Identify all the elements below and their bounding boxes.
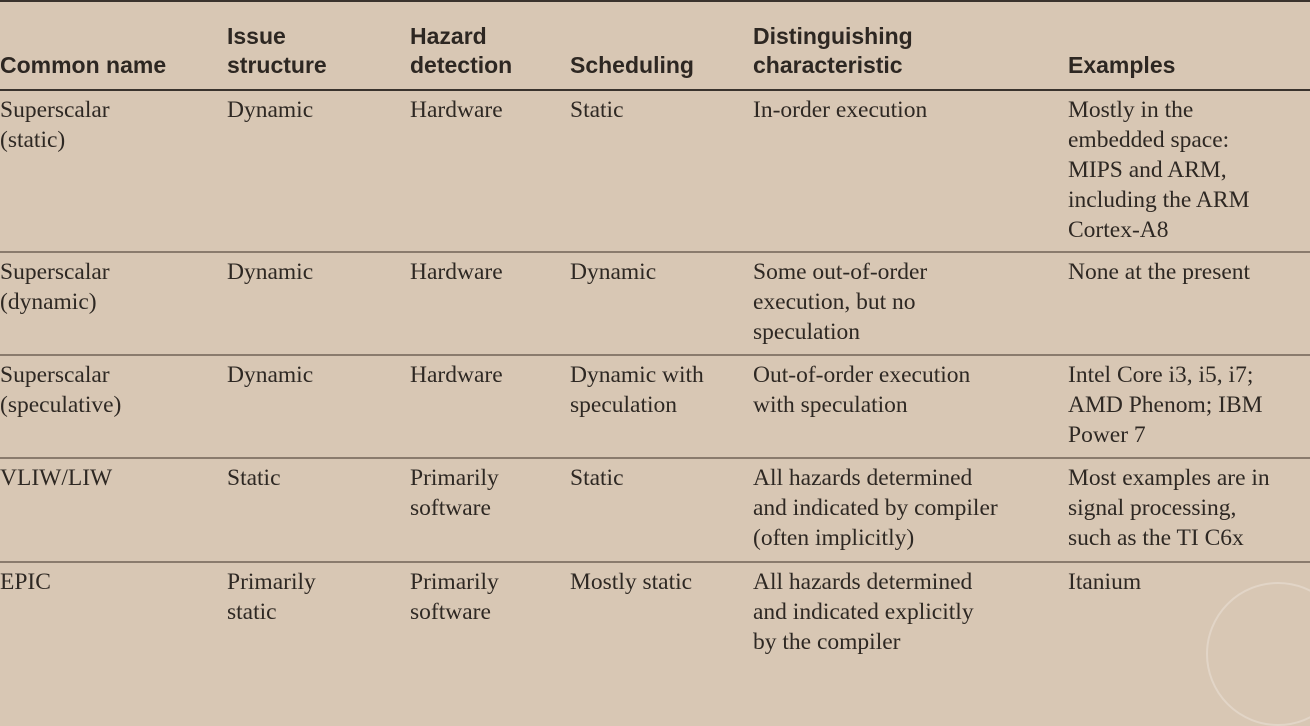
cell-line: Dynamic [227,362,314,388]
cell-line: (dynamic) [0,289,97,315]
common-name-cell [0,90,227,252]
table-row [0,252,1310,355]
cell-line: (speculative) [0,392,122,418]
cell-line: such as the TI C6x [1068,525,1244,551]
cell-line: software [410,495,491,521]
cell-line: Primarily [410,569,499,595]
distinguishing-characteristic-cell [753,355,1068,458]
cell-line: Power 7 [1068,422,1146,448]
distinguishing-characteristic-cell [753,252,1068,355]
cell-line: and indicated explicitly [753,599,974,625]
cell-line: Intel Core i3, i5, i7; [1068,362,1254,388]
cell-line: None at the present [1068,259,1251,285]
table-row [0,562,1310,666]
cell-line: static [227,599,277,625]
issue-structure-cell [227,90,410,252]
header-line: Issue [227,23,286,49]
hazard-detection-cell [410,458,570,562]
cell-line: (static) [0,127,66,153]
cell-line: Superscalar [0,259,110,285]
scheduling-cell [570,562,753,666]
cell-line: speculation [570,392,678,418]
issue-structure-header [227,0,410,90]
cell-line: Hardware [410,97,503,123]
cell-line: Static [227,465,281,491]
table-row [0,90,1310,252]
scheduling-cell [570,252,753,355]
cell-line: Hardware [410,259,503,285]
scheduling-cell [570,355,753,458]
cell-line: EPIC [0,569,51,595]
cell-line: including the ARM [1068,187,1250,213]
hazard-detection-cell [410,252,570,355]
examples-cell [1068,458,1310,562]
common-name-header [0,0,227,90]
cell-line: embedded space: [1068,127,1230,153]
distinguishing-characteristic-header [753,0,1068,90]
cell-line: and indicated by compiler [753,495,998,521]
cell-line: Cortex-A8 [1068,217,1169,243]
distinguishing-characteristic-cell [753,90,1068,252]
cell-line: Itanium [1068,569,1142,595]
cell-line: MIPS and ARM, [1068,157,1227,183]
header-line: Common name [0,52,167,78]
cell-line: Mostly in the [1068,97,1194,123]
table-row [0,355,1310,458]
table-body [0,90,1310,666]
cell-line: signal processing, [1068,495,1237,521]
cell-line: Most examples are in [1068,465,1270,491]
cell-line: All hazards determined [753,569,973,595]
issue-structure-cell [227,562,410,666]
hazard-detection-cell [410,355,570,458]
hazard-detection-cell [410,562,570,666]
examples-header [1068,0,1310,90]
cell-line: VLIW/LIW [0,465,113,491]
header-line: characteristic [753,52,903,78]
cell-line: Mostly static [570,569,693,595]
scheduling-cell [570,458,753,562]
cell-line: AMD Phenom; IBM [1068,392,1263,418]
examples-cell [1068,252,1310,355]
common-name-cell [0,458,227,562]
cell-line: Dynamic [227,97,314,123]
header-line: detection [410,52,513,78]
hazard-detection-cell [410,90,570,252]
common-name-cell [0,252,227,355]
cell-line: (often implicitly) [753,525,915,551]
distinguishing-characteristic-cell [753,562,1068,666]
examples-cell [1068,90,1310,252]
cell-line: Dynamic [227,259,314,285]
cell-line: by the compiler [753,629,901,655]
cell-line: Superscalar [0,97,110,123]
table-header-row [0,0,1310,90]
cell-line: Primarily [227,569,316,595]
cell-line: Out-of-order execution [753,362,971,388]
cell-line: Some out-of-order [753,259,928,285]
hazard-detection-header [410,0,570,90]
cell-line: with speculation [753,392,908,418]
header-line: structure [227,52,327,78]
header-line: Scheduling [570,52,694,78]
cell-line: Dynamic [570,259,657,285]
cell-line: speculation [753,319,861,345]
cell-line: Hardware [410,362,503,388]
header-line: Distinguishing [753,23,913,49]
cell-line: Primarily [410,465,499,491]
cell-line: Static [570,97,624,123]
cell-line: All hazards determined [753,465,973,491]
common-name-cell [0,562,227,666]
common-name-cell [0,355,227,458]
issue-structure-cell [227,252,410,355]
cell-line: In-order execution [753,97,928,123]
issue-structure-cell [227,355,410,458]
scheduling-header [570,0,753,90]
cell-line: execution, but no [753,289,916,315]
examples-cell [1068,355,1310,458]
header-line: Examples [1068,52,1176,78]
issue-structure-cell [227,458,410,562]
table-row [0,458,1310,562]
header-line: Hazard [410,23,487,49]
cell-line: Superscalar [0,362,110,388]
cell-line: Static [570,465,624,491]
scheduling-cell [570,90,753,252]
cell-line: software [410,599,491,625]
distinguishing-characteristic-cell [753,458,1068,562]
cell-line: Dynamic with [570,362,704,388]
